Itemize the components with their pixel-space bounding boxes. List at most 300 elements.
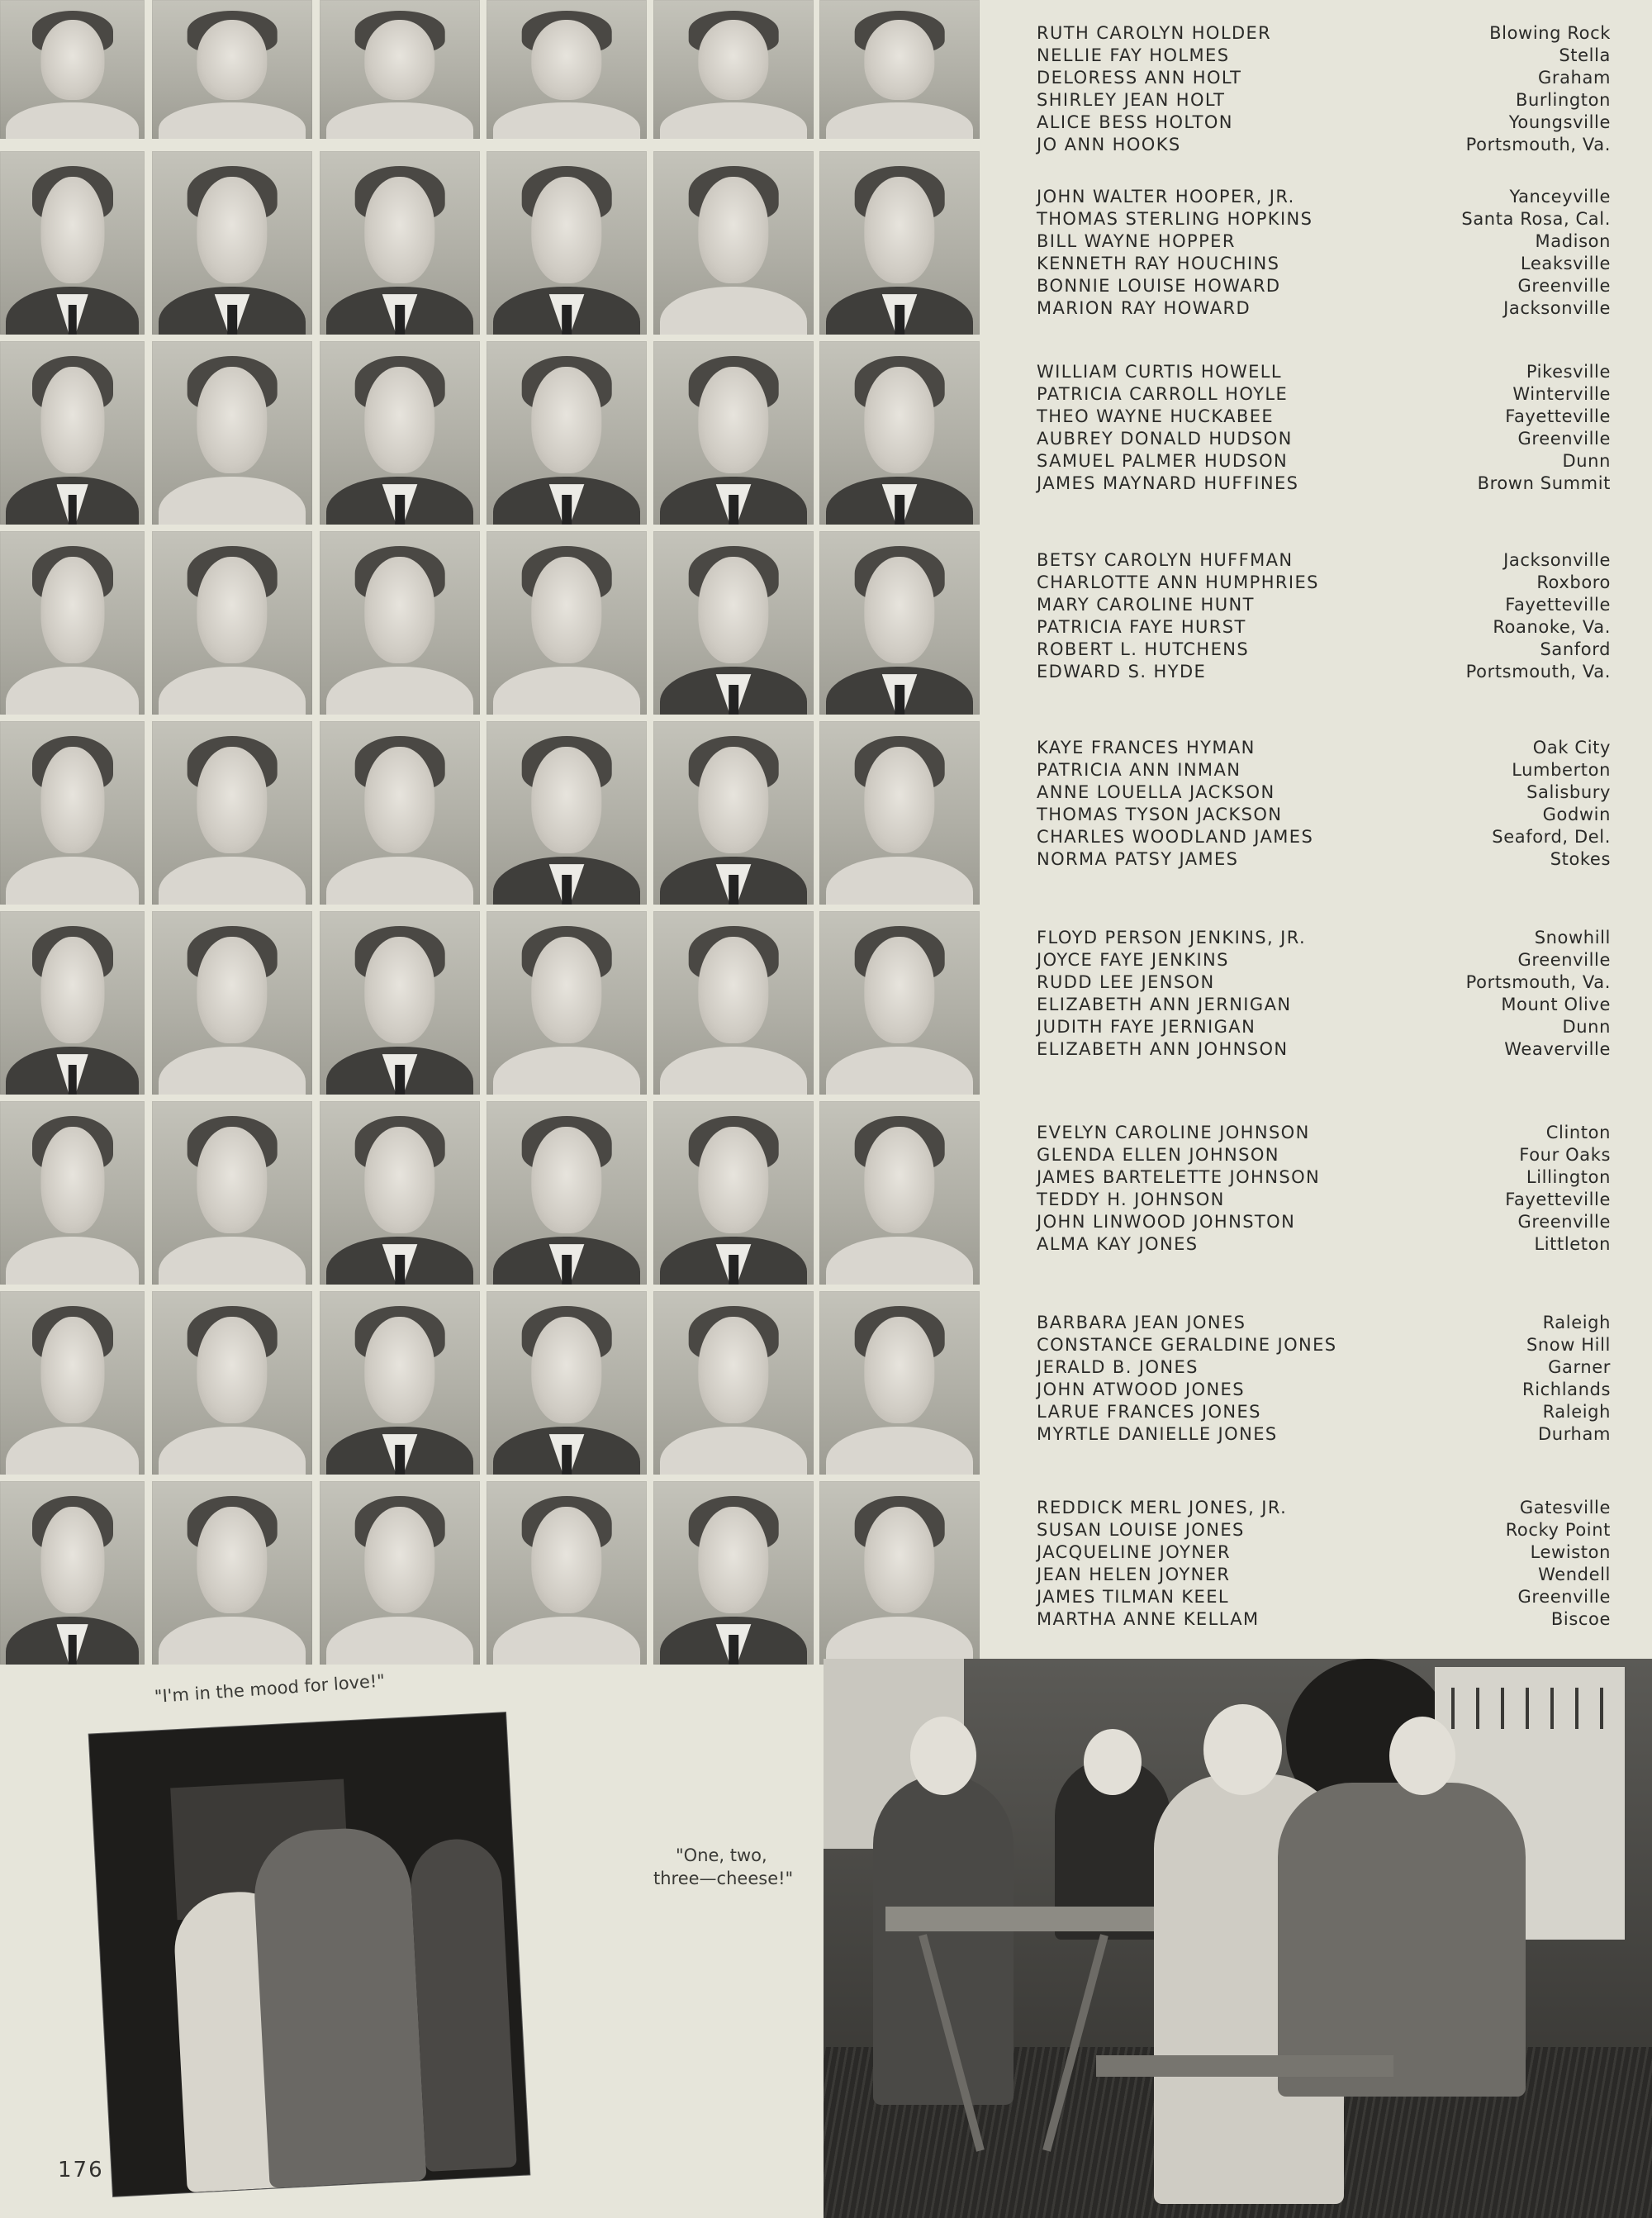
dance-photo xyxy=(89,1712,530,2197)
portrait-photo xyxy=(0,1481,145,1665)
portrait-tie xyxy=(729,875,738,905)
portrait-head xyxy=(197,1317,267,1423)
portrait-head xyxy=(364,937,434,1043)
student-name: JAMES BARTELETTE JOHNSON xyxy=(1037,1167,1321,1187)
student-hometown: Lumberton xyxy=(1512,760,1611,780)
portrait-photo xyxy=(819,531,980,715)
portrait-photo xyxy=(653,0,814,139)
portrait-body xyxy=(826,857,973,905)
roster-entry xyxy=(1037,187,1611,209)
student-name: CHARLES WOODLAND JAMES xyxy=(1037,827,1314,847)
student-hometown: Santa Rosa, Cal. xyxy=(1461,209,1611,229)
portrait-tie xyxy=(68,1635,77,1665)
student-name: JAMES MAYNARD HUFFINES xyxy=(1037,473,1299,493)
portrait-body xyxy=(6,102,139,139)
roster-entry xyxy=(1037,827,1611,849)
photo-door-windows xyxy=(1451,1688,1608,1729)
portrait-head xyxy=(698,747,768,853)
portrait-head xyxy=(197,557,267,663)
table-caption-line1: "One, two, xyxy=(676,1845,767,1865)
roster-entry xyxy=(1037,760,1611,782)
student-name: BARBARA JEAN JONES xyxy=(1037,1313,1246,1332)
portrait-head xyxy=(531,1317,601,1423)
roster-entry xyxy=(1037,209,1611,231)
portrait-photo xyxy=(819,1481,980,1665)
student-name: CONSTANCE GERALDINE JONES xyxy=(1037,1335,1337,1355)
photo-person-1 xyxy=(873,1774,1014,2105)
roster-entry xyxy=(1037,662,1611,684)
student-name: MARY CAROLINE HUNT xyxy=(1037,595,1255,615)
portrait-photo xyxy=(653,721,814,905)
student-name: JUDITH FAYE JERNIGAN xyxy=(1037,1017,1256,1037)
roster-entry xyxy=(1037,572,1611,595)
student-name: SAMUEL PALMER HUDSON xyxy=(1037,451,1289,471)
portrait-head xyxy=(864,557,934,663)
roster-entry xyxy=(1037,473,1611,496)
portrait-tie xyxy=(227,305,237,335)
roster-entry xyxy=(1037,362,1611,384)
roster-entry xyxy=(1037,1609,1611,1631)
portrait-photo xyxy=(819,0,980,139)
student-name: MARTHA ANNE KELLAM xyxy=(1037,1609,1260,1629)
roster-group xyxy=(1037,1498,1611,1631)
student-hometown: Portsmouth, Va. xyxy=(1465,972,1611,992)
roster-entry xyxy=(1037,23,1611,45)
portrait-photo xyxy=(320,0,480,139)
photo-face-3 xyxy=(1203,1704,1282,1795)
portrait-photo xyxy=(487,531,647,715)
student-name: MYRTLE DANIELLE JONES xyxy=(1037,1424,1278,1444)
portrait-photo xyxy=(320,151,480,335)
portrait-head xyxy=(864,747,934,853)
roster-entry xyxy=(1037,1313,1611,1335)
portrait-head xyxy=(531,20,601,100)
photo-bench xyxy=(1096,2055,1393,2077)
student-name: PATRICIA CARROLL HOYLE xyxy=(1037,384,1289,404)
portrait-head xyxy=(40,1507,104,1613)
table-caption-line2: three—cheese!" xyxy=(653,1869,794,1888)
roster-entry xyxy=(1037,849,1611,872)
portrait-photo xyxy=(819,911,980,1095)
student-name: ELIZABETH ANN JERNIGAN xyxy=(1037,995,1292,1014)
student-hometown: Roxboro xyxy=(1536,572,1611,592)
portrait-head xyxy=(197,367,267,473)
portrait-tie xyxy=(562,1445,572,1475)
roster-entry xyxy=(1037,1145,1611,1167)
portrait-photo xyxy=(152,151,312,335)
roster-entry xyxy=(1037,995,1611,1017)
portrait-body xyxy=(159,1617,306,1665)
student-hometown: Weaverville xyxy=(1504,1039,1611,1059)
portrait-body xyxy=(159,102,306,139)
student-hometown: Sanford xyxy=(1540,639,1611,659)
portrait-head xyxy=(364,177,434,283)
student-name: BETSY CAROLYN HUFFMAN xyxy=(1037,550,1294,570)
student-hometown: Lewiston xyxy=(1530,1542,1611,1562)
student-name: DELORESS ANN HOLT xyxy=(1037,68,1242,88)
photo-person-4 xyxy=(1278,1783,1526,2097)
portrait-photo xyxy=(487,911,647,1095)
portrait-head xyxy=(698,177,768,283)
student-name: JAMES TILMAN KEEL xyxy=(1037,1587,1229,1607)
roster-group xyxy=(1037,1123,1611,1256)
portrait-head xyxy=(40,177,104,283)
student-hometown: Rocky Point xyxy=(1505,1520,1611,1540)
student-name: REDDICK MERL JONES, JR. xyxy=(1037,1498,1288,1517)
roster-entry xyxy=(1037,298,1611,321)
student-hometown: Graham xyxy=(1537,68,1611,88)
portrait-head xyxy=(698,557,768,663)
portrait-tie xyxy=(729,495,738,525)
portrait-head xyxy=(364,747,434,853)
portrait-photo xyxy=(320,1101,480,1285)
portrait-head xyxy=(364,1317,434,1423)
student-name: THEO WAYNE HUCKABEE xyxy=(1037,406,1275,426)
portrait-head xyxy=(698,1317,768,1423)
student-hometown: Greenville xyxy=(1517,1212,1611,1232)
photo-face-4 xyxy=(1389,1717,1455,1795)
portrait-photo xyxy=(320,531,480,715)
student-hometown: Greenville xyxy=(1517,1587,1611,1607)
portrait-photo xyxy=(487,341,647,525)
portrait-body xyxy=(159,667,306,715)
student-hometown: Snowhill xyxy=(1534,928,1611,948)
roster-entry xyxy=(1037,1498,1611,1520)
portrait-photo xyxy=(320,1291,480,1475)
portrait-photo xyxy=(487,721,647,905)
student-hometown: Roanoke, Va. xyxy=(1493,617,1611,637)
roster-entry xyxy=(1037,1123,1611,1145)
student-name: JEAN HELEN JOYNER xyxy=(1037,1565,1231,1584)
roster-group xyxy=(1037,738,1611,872)
student-hometown: Fayetteville xyxy=(1505,406,1611,426)
student-name: THOMAS TYSON JACKSON xyxy=(1037,805,1283,824)
portrait-tie xyxy=(68,305,77,335)
portrait-tie xyxy=(395,1255,405,1285)
portrait-head xyxy=(864,937,934,1043)
portrait-head xyxy=(364,367,434,473)
student-hometown: Raleigh xyxy=(1542,1402,1611,1422)
student-hometown: Youngsville xyxy=(1508,112,1611,132)
portrait-photo xyxy=(0,911,145,1095)
roster-entry xyxy=(1037,972,1611,995)
student-hometown: Greenville xyxy=(1517,950,1611,970)
student-hometown: Littleton xyxy=(1534,1234,1611,1254)
page-number: 176 xyxy=(58,2158,104,2182)
student-name: ROBERT L. HUTCHENS xyxy=(1037,639,1250,659)
portrait-head xyxy=(364,557,434,663)
portrait-photo xyxy=(653,1101,814,1285)
student-hometown: Mount Olive xyxy=(1501,995,1611,1014)
roster-group xyxy=(1037,23,1611,157)
portrait-body xyxy=(660,1427,807,1475)
roster-entry xyxy=(1037,112,1611,135)
roster-entry xyxy=(1037,950,1611,972)
roster-entry xyxy=(1037,550,1611,572)
portrait-body xyxy=(660,287,807,335)
portrait-photo xyxy=(152,1101,312,1285)
dance-caption: "I'm in the mood for love!" xyxy=(154,1670,386,1707)
student-name: ALICE BESS HOLTON xyxy=(1037,112,1233,132)
portrait-body xyxy=(493,667,640,715)
student-hometown: Wendell xyxy=(1538,1565,1611,1584)
portrait-head xyxy=(197,1507,267,1613)
student-hometown: Godwin xyxy=(1542,805,1611,824)
portrait-body xyxy=(493,1617,640,1665)
portrait-tie xyxy=(562,1255,572,1285)
portrait-photo xyxy=(487,1481,647,1665)
portrait-body xyxy=(326,667,473,715)
roster-entry xyxy=(1037,68,1611,90)
portrait-photo xyxy=(819,151,980,335)
photo-face-2 xyxy=(1084,1729,1142,1795)
portrait-tie xyxy=(729,1255,738,1285)
student-name: KAYE FRANCES HYMAN xyxy=(1037,738,1256,758)
roster-entry xyxy=(1037,1402,1611,1424)
roster-entry xyxy=(1037,738,1611,760)
portrait-photo xyxy=(0,1291,145,1475)
portrait-head xyxy=(531,747,601,853)
student-hometown: Pikesville xyxy=(1526,362,1611,382)
student-name: RUTH CAROLYN HOLDER xyxy=(1037,23,1272,43)
portrait-head xyxy=(364,20,434,100)
student-hometown: Blowing Rock xyxy=(1489,23,1611,43)
portrait-photo xyxy=(819,721,980,905)
portrait-body xyxy=(159,1237,306,1285)
portrait-photo xyxy=(487,151,647,335)
portrait-tie xyxy=(68,1065,77,1095)
student-name: SHIRLEY JEAN HOLT xyxy=(1037,90,1226,110)
portrait-tie xyxy=(562,305,572,335)
student-name: ALMA KAY JONES xyxy=(1037,1234,1199,1254)
portrait-head xyxy=(364,1127,434,1233)
student-hometown: Leaksville xyxy=(1520,254,1611,273)
student-name: PATRICIA ANN INMAN xyxy=(1037,760,1241,780)
student-hometown: Madison xyxy=(1535,231,1611,251)
student-hometown: Four Oaks xyxy=(1519,1145,1611,1165)
picnic-table-photo xyxy=(824,1659,1652,2218)
roster-entry xyxy=(1037,135,1611,157)
student-name: JOHN LINWOOD JOHNSTON xyxy=(1037,1212,1296,1232)
portrait-photo xyxy=(320,341,480,525)
portrait-body xyxy=(660,102,807,139)
student-name: AUBREY DONALD HUDSON xyxy=(1037,429,1293,449)
student-name: EDWARD S. HYDE xyxy=(1037,662,1207,682)
portrait-photo xyxy=(487,1101,647,1285)
portrait-photo xyxy=(653,531,814,715)
roster-entry xyxy=(1037,254,1611,276)
portrait-body xyxy=(826,1427,973,1475)
student-name: NORMA PATSY JAMES xyxy=(1037,849,1239,869)
student-name: JOHN WALTER HOOPER, JR. xyxy=(1037,187,1295,207)
student-name: WILLIAM CURTIS HOWELL xyxy=(1037,362,1282,382)
portrait-photo xyxy=(0,1101,145,1285)
portrait-body xyxy=(6,857,139,905)
portrait-tie xyxy=(562,495,572,525)
student-hometown: Salisbury xyxy=(1526,782,1611,802)
roster-entry xyxy=(1037,90,1611,112)
roster-entry xyxy=(1037,276,1611,298)
portrait-photo xyxy=(152,911,312,1095)
student-hometown: Dunn xyxy=(1562,1017,1611,1037)
portrait-photo xyxy=(819,341,980,525)
student-hometown: Greenville xyxy=(1517,276,1611,296)
portrait-head xyxy=(698,1507,768,1613)
portrait-body xyxy=(159,1047,306,1095)
student-hometown: Burlington xyxy=(1515,90,1611,110)
portrait-head xyxy=(40,1317,104,1423)
roster-entry xyxy=(1037,231,1611,254)
student-hometown: Brown Summit xyxy=(1477,473,1611,493)
student-name: JO ANN HOOKS xyxy=(1037,135,1181,154)
portrait-body xyxy=(826,1237,973,1285)
student-name: CHARLOTTE ANN HUMPHRIES xyxy=(1037,572,1319,592)
portrait-body xyxy=(326,857,473,905)
portrait-body xyxy=(826,102,973,139)
student-name: GLENDA ELLEN JOHNSON xyxy=(1037,1145,1279,1165)
roster-entry xyxy=(1037,1357,1611,1380)
portrait-photo xyxy=(152,341,312,525)
portrait-photo xyxy=(0,0,145,139)
portrait-head xyxy=(40,937,104,1043)
student-hometown: Garner xyxy=(1548,1357,1611,1377)
portrait-photo xyxy=(152,531,312,715)
roster-entry xyxy=(1037,1234,1611,1256)
roster-entry xyxy=(1037,45,1611,68)
portrait-tie xyxy=(729,685,738,715)
portrait-photo xyxy=(487,1291,647,1475)
student-name: THOMAS STERLING HOPKINS xyxy=(1037,209,1313,229)
portrait-head xyxy=(531,367,601,473)
portrait-head xyxy=(40,747,104,853)
portrait-tie xyxy=(395,1065,405,1095)
roster-entry xyxy=(1037,1039,1611,1062)
portrait-head xyxy=(40,1127,104,1233)
portrait-body xyxy=(493,102,640,139)
portrait-photo xyxy=(653,341,814,525)
portrait-body xyxy=(826,1617,973,1665)
portrait-head xyxy=(197,177,267,283)
student-name: JOYCE FAYE JENKINS xyxy=(1037,950,1229,970)
portrait-photo xyxy=(0,721,145,905)
portrait-head xyxy=(40,20,104,100)
student-hometown: Gatesville xyxy=(1519,1498,1611,1517)
student-name: FLOYD PERSON JENKINS, JR. xyxy=(1037,928,1307,948)
portrait-tie xyxy=(895,305,904,335)
portrait-head xyxy=(197,1127,267,1233)
portrait-photo xyxy=(487,0,647,139)
student-hometown: Jacksonville xyxy=(1503,298,1611,318)
portrait-photo xyxy=(320,911,480,1095)
student-hometown: Durham xyxy=(1538,1424,1611,1444)
portrait-head xyxy=(197,747,267,853)
student-hometown: Yanceyville xyxy=(1509,187,1611,207)
student-name: JACQUELINE JOYNER xyxy=(1037,1542,1231,1562)
portrait-body xyxy=(826,1047,973,1095)
roster-entry xyxy=(1037,1335,1611,1357)
portrait-body xyxy=(159,857,306,905)
roster-entry xyxy=(1037,595,1611,617)
portrait-head xyxy=(531,177,601,283)
portrait-head xyxy=(197,20,267,100)
roster-entry xyxy=(1037,782,1611,805)
roster-entry xyxy=(1037,384,1611,406)
portrait-head xyxy=(531,1127,601,1233)
student-hometown: Stella xyxy=(1559,45,1611,65)
dance-photo-man xyxy=(251,1826,426,2188)
portrait-head xyxy=(864,1127,934,1233)
roster-entry xyxy=(1037,805,1611,827)
student-name: ANNE LOUELLA JACKSON xyxy=(1037,782,1275,802)
student-name: NELLIE FAY HOLMES xyxy=(1037,45,1230,65)
student-hometown: Clinton xyxy=(1545,1123,1611,1142)
portrait-body xyxy=(660,1047,807,1095)
student-hometown: Portsmouth, Va. xyxy=(1465,135,1611,154)
roster-group xyxy=(1037,362,1611,496)
portrait-photo xyxy=(819,1101,980,1285)
portrait-photo xyxy=(653,151,814,335)
student-hometown: Fayetteville xyxy=(1505,1190,1611,1209)
portrait-head xyxy=(698,1127,768,1233)
student-hometown: Seaford, Del. xyxy=(1492,827,1611,847)
portrait-body xyxy=(326,1617,473,1665)
student-hometown: Portsmouth, Va. xyxy=(1465,662,1611,682)
portrait-head xyxy=(864,1507,934,1613)
student-hometown: Lillington xyxy=(1526,1167,1611,1187)
portrait-tie xyxy=(895,685,904,715)
portrait-photo xyxy=(320,721,480,905)
roster-entry xyxy=(1037,639,1611,662)
student-hometown: Raleigh xyxy=(1542,1313,1611,1332)
roster-entry xyxy=(1037,617,1611,639)
roster-group xyxy=(1037,928,1611,1062)
portrait-head xyxy=(531,937,601,1043)
roster-entry xyxy=(1037,1542,1611,1565)
portrait-head xyxy=(864,1317,934,1423)
roster-entry xyxy=(1037,1424,1611,1446)
portrait-head xyxy=(698,937,768,1043)
roster-entry xyxy=(1037,1017,1611,1039)
student-hometown: Stokes xyxy=(1550,849,1611,869)
student-hometown: Dunn xyxy=(1562,451,1611,471)
portrait-body xyxy=(6,1427,139,1475)
portrait-tie xyxy=(395,305,405,335)
portrait-photo xyxy=(819,1291,980,1475)
portrait-head xyxy=(197,937,267,1043)
portrait-tie xyxy=(895,495,904,525)
roster-entry xyxy=(1037,928,1611,950)
portrait-tie xyxy=(395,495,405,525)
portrait-photo xyxy=(0,341,145,525)
student-name: JERALD B. JONES xyxy=(1037,1357,1199,1377)
roster-entry xyxy=(1037,451,1611,473)
roster-group xyxy=(1037,1313,1611,1446)
roster-entry xyxy=(1037,1520,1611,1542)
roster-entry xyxy=(1037,429,1611,451)
student-name: LARUE FRANCES JONES xyxy=(1037,1402,1261,1422)
portrait-head xyxy=(698,20,768,100)
portrait-photo xyxy=(653,1481,814,1665)
portrait-head xyxy=(531,1507,601,1613)
roster-entry xyxy=(1037,1380,1611,1402)
portrait-head xyxy=(864,20,934,100)
portrait-body xyxy=(326,102,473,139)
portrait-photo xyxy=(653,911,814,1095)
portrait-body xyxy=(6,667,139,715)
student-name: ELIZABETH ANN JOHNSON xyxy=(1037,1039,1289,1059)
student-hometown: Fayetteville xyxy=(1505,595,1611,615)
student-name: JOHN ATWOOD JONES xyxy=(1037,1380,1245,1399)
